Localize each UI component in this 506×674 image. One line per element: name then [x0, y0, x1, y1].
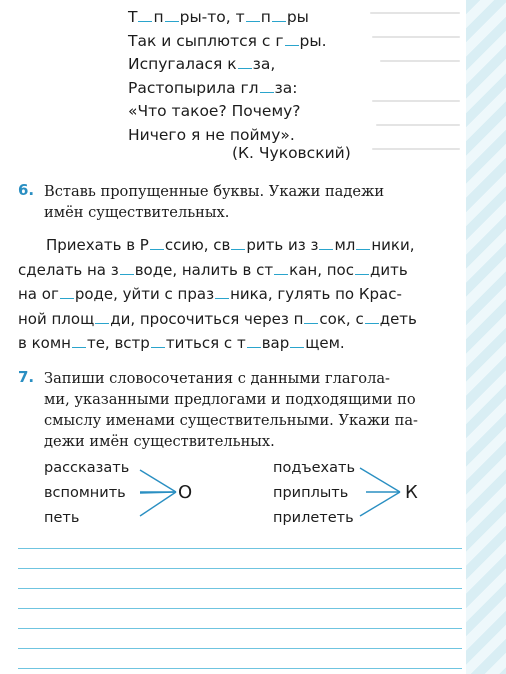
verb-word: рассказать: [44, 460, 130, 476]
preposition: К: [405, 482, 418, 503]
verb-word: приплыть: [273, 485, 349, 501]
instruction-line: Запиши словосочетания с данными глагола-: [44, 370, 390, 387]
verb-word: подъехать: [273, 460, 356, 476]
poem: [128, 6, 368, 147]
answer-line[interactable]: [18, 648, 462, 649]
task-number: 7.: [18, 368, 35, 386]
poem-line: Испугалася к за,: [128, 55, 276, 73]
poem-line: «Что такое? Почему?: [128, 102, 301, 120]
answer-lines: [18, 548, 462, 674]
task-instruction: [44, 368, 464, 452]
poem-line: Так и сыплются с г ры.: [128, 31, 327, 50]
poem-line: Растопырила гл за:: [128, 78, 298, 97]
poem-line: Ничего я не пойму».: [128, 125, 295, 144]
poem-line: Т п ры-то, т п ры: [128, 8, 309, 26]
verb-word: прилететь: [273, 510, 354, 526]
task-instruction: [44, 181, 464, 223]
answer-line[interactable]: [18, 628, 462, 629]
exercise-line: сделать на з воде, налить в ст кан, пос дить: [18, 260, 408, 279]
instruction-line: Вставь пропущенные буквы. Укажи падежи: [44, 183, 385, 200]
exercise-line: в комн те, встр титься с т вар щем.: [18, 334, 345, 352]
instruction-line: дежи имён существительных.: [44, 433, 275, 450]
answer-line[interactable]: [18, 608, 462, 609]
instruction-line: смыслу именами существительными. Укажи па-: [44, 412, 418, 429]
verb-word: вспомнить: [44, 485, 126, 501]
task-number: 6.: [18, 181, 35, 199]
answer-line[interactable]: [18, 588, 462, 589]
instruction-line: ми, указанными предлогами и подходящими по: [44, 391, 416, 408]
answer-line[interactable]: [18, 668, 462, 669]
preposition: О: [178, 482, 193, 503]
poem-author: (К. Чуковский): [232, 144, 351, 162]
exercise-text: [18, 233, 464, 356]
instruction-line: имён существительных.: [44, 204, 230, 221]
connector-lines: [138, 464, 180, 520]
exercise-line: ной площ ди, просочиться через п сок, с деть: [18, 309, 417, 328]
exercise-line: Приехать в Р ссию, св рить из з мл ники,: [46, 236, 415, 254]
connector-lines: [358, 464, 404, 520]
verb-word: петь: [44, 510, 80, 526]
decorative-margin-strip: [466, 0, 506, 674]
answer-line[interactable]: [18, 568, 462, 569]
answer-line[interactable]: [18, 548, 462, 549]
exercise-line: на ог роде, уйти с праз ника, гулять по Крас-: [18, 285, 402, 303]
